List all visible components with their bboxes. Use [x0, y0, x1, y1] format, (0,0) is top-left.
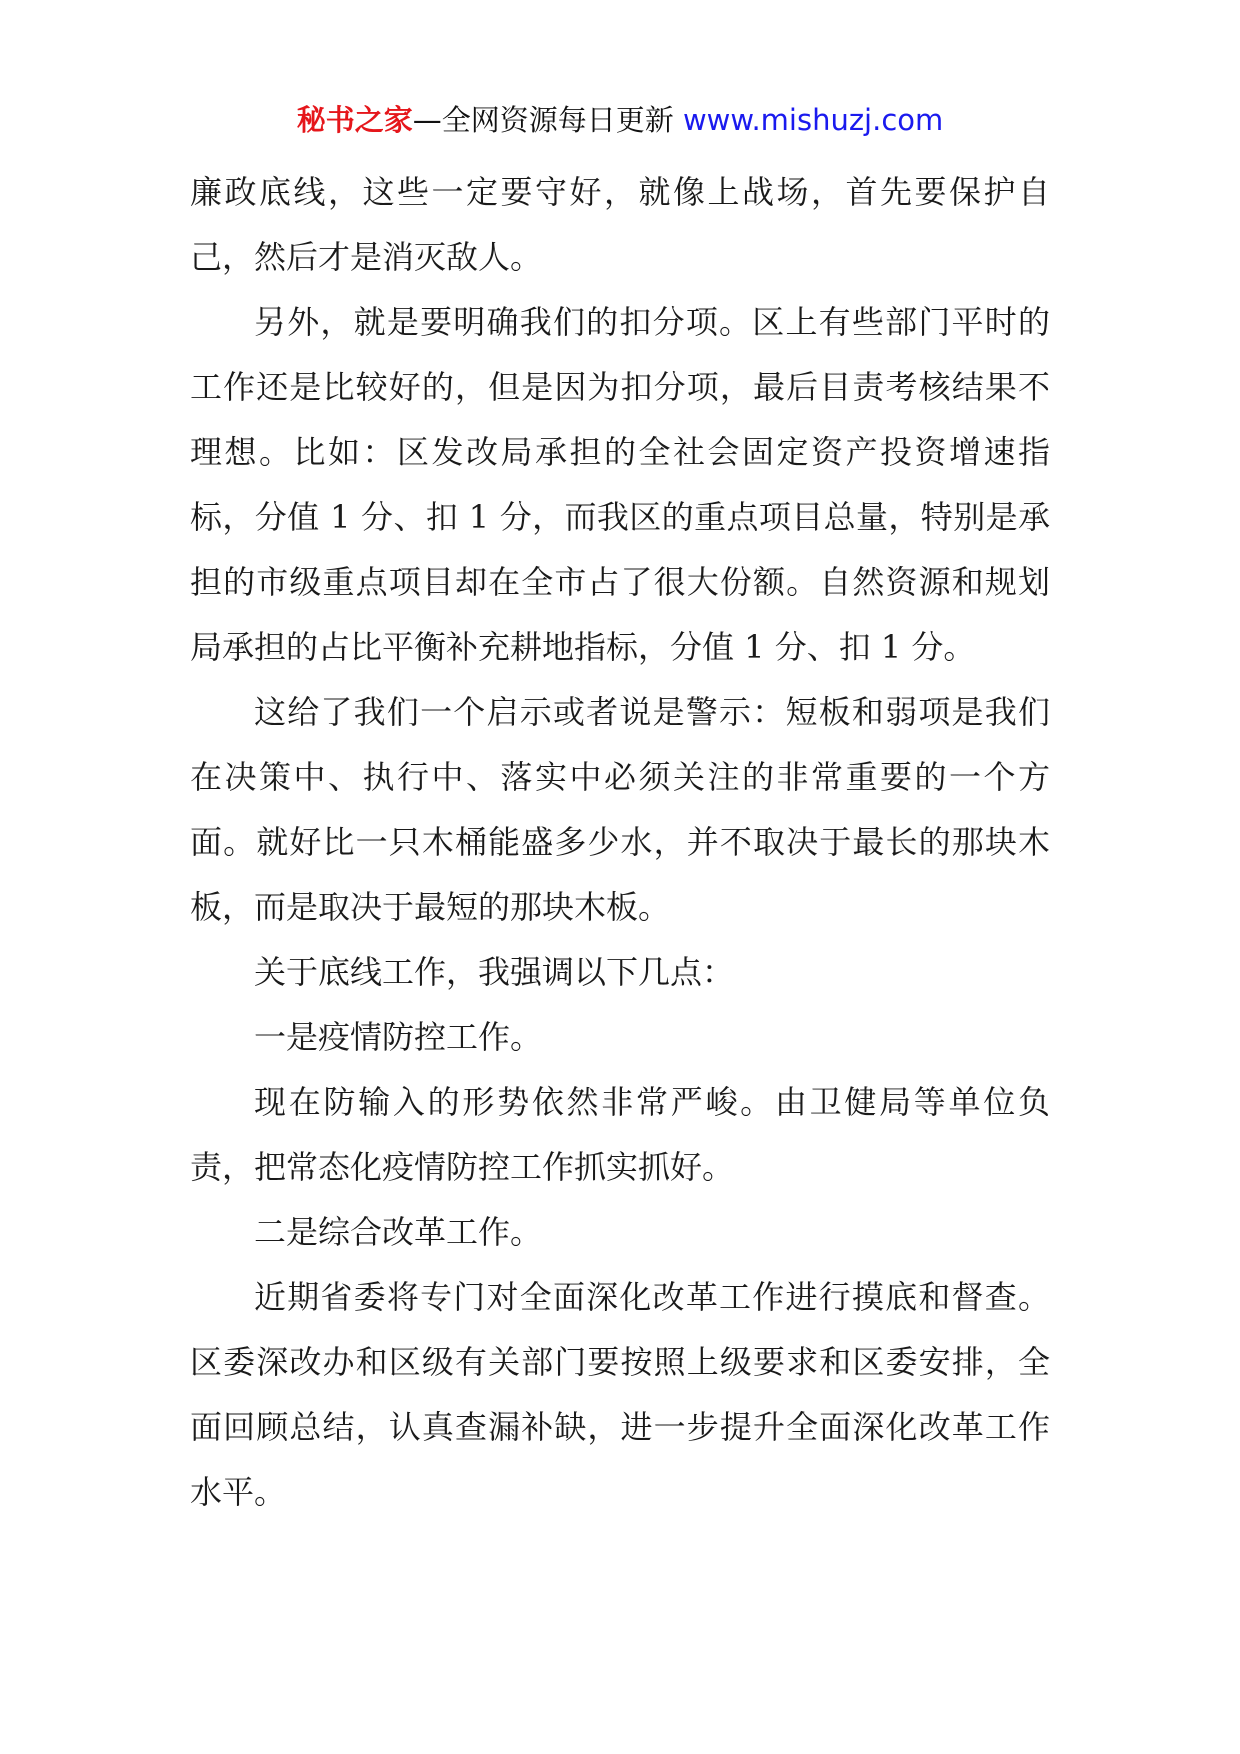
site-tagline: —全网资源每日更新	[412, 103, 674, 137]
paragraph: 关于底线工作，我强调以下几点：	[254, 953, 735, 991]
paragraph: 另外，就是要明确我们的扣分项。区上有些部门平时的工作还是比较好的，但是因为扣分项，最后目责考核结果不理想。比如：区发改局承担的全社会固定资产投资增速指标，分值 1 分、扣 1 分，而我区的重点项目总量，特别是承担的市级重点项目却在全市占了很大份额。自然资源和规划局承担的占比平衡补充耕地指标，分值 1 分、扣 1 分。	[190, 303, 1050, 666]
site-header	[0, 100, 1240, 140]
section-heading: 一是疫情防控工作。	[254, 1018, 543, 1056]
paragraph: 现在防输入的形势依然非常严峻。由卫健局等单位负责，把常态化疫情防控工作抓实抓好。	[190, 1083, 1050, 1186]
site-url-link[interactable]: www.mishuzj.com	[682, 103, 944, 137]
paragraph: 近期省委将专门对全面深化改革工作进行摸底和督查。区委深改办和区级有关部门要按照上级要求和区委安排，全面回顾总结，认真查漏补缺，进一步提升全面深化改革工作水平。	[190, 1278, 1050, 1511]
section-heading: 二是综合改革工作。	[254, 1213, 543, 1251]
site-brand: 秘书之家	[296, 103, 413, 137]
paragraph: 廉政底线，这些一定要守好，就像上战场，首先要保护自己，然后才是消灭敌人。	[190, 173, 1050, 276]
paragraph: 这给了我们一个启示或者说是警示：短板和弱项是我们在决策中、执行中、落实中必须关注的非常重要的一个方面。就好比一只木桶能盛多少水，并不取决于最长的那块木板，而是取决于最短的那块木板。	[190, 693, 1050, 926]
document-body	[190, 160, 1050, 1525]
